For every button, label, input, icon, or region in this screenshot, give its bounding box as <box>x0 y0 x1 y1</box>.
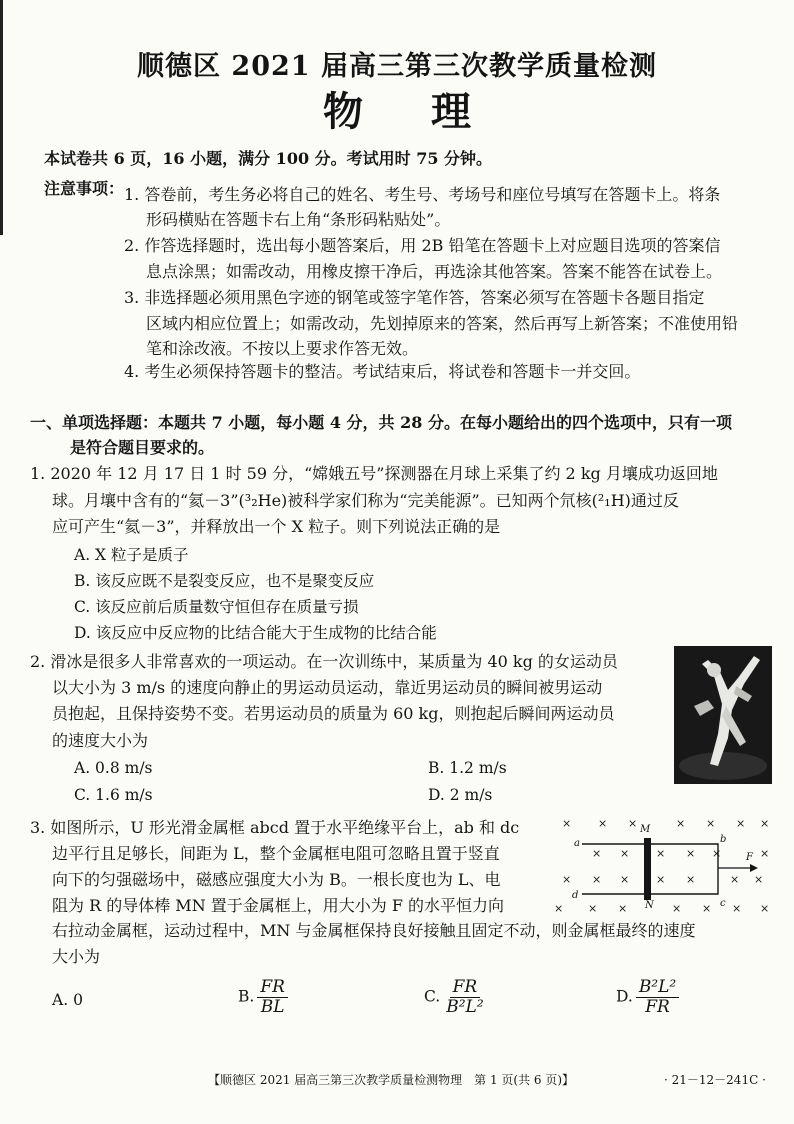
label-c: c <box>720 898 726 909</box>
q2-stem: 以大小为 3 m/s 的速度向静止的男运动员运动，靠近男运动员的瞬间被男运动 <box>52 678 603 697</box>
svg-text:×: × <box>732 902 742 915</box>
svg-text:×: × <box>588 902 598 915</box>
q2-option-c: C. 1.6 m/s <box>74 786 153 804</box>
svg-text:×: × <box>620 873 630 886</box>
notice-line: 3. 非选择题必须用黑色字迹的钢笔或签字笔作答，答案必须写在答题卡各题目指定 <box>124 288 705 307</box>
q3-stem: 大小为 <box>52 947 101 966</box>
q3-stem: 向下的匀强磁场中，磁感应强度大小为 B。一根长度也为 L、电 <box>52 870 501 889</box>
q2-option-b: B. 1.2 m/s <box>428 759 507 777</box>
q1-option-a: A. X 粒子是质子 <box>74 546 189 564</box>
label-a: a <box>574 838 580 849</box>
svg-text:×: × <box>754 873 764 886</box>
svg-text:×: × <box>592 847 602 860</box>
q3-option-d: D. $\frac{\text{B²L²}}{FR}$ <box>616 978 679 1017</box>
q1-option-b: B. 该反应既不是裂变反应，也不是聚变反应 <box>74 572 375 590</box>
svg-text:×: × <box>686 873 696 886</box>
notice-line: 息点涂黑；如需改动，用橡皮擦干净后，再选涂其他答案。答案不能答在试卷上。 <box>146 262 723 281</box>
fraction: $\frac{\text{B²L²}}{FR}$ <box>636 978 679 1017</box>
subject-title: 物理 <box>323 88 539 135</box>
notice-line: 笔和涂改液。不按以上要求作答无效。 <box>146 339 419 358</box>
svg-text:×: × <box>598 817 608 830</box>
svg-text:×: × <box>620 847 630 860</box>
svg-text:×: × <box>736 817 746 830</box>
q2-stem: 2. 滑冰是很多人非常喜欢的一项运动。在一次训练中，某质量为 40 kg 的女运动员 <box>30 652 618 671</box>
fraction: $\frac{FR}{BL}$ <box>257 978 288 1017</box>
q3-circuit-figure <box>548 812 778 916</box>
notice-line: 区域内相应位置上；如需改动，先划掉原来的答案，然后再写上新答案；不准使用铅 <box>146 314 739 333</box>
svg-text:×: × <box>656 847 666 860</box>
svg-text:×: × <box>554 902 564 915</box>
svg-text:×: × <box>562 817 572 830</box>
notice-line: 1. 答卷前，考生务必将自己的姓名、考生号、考场号和座位号填写在答题卡上。将条 <box>124 185 721 204</box>
q3-stem: 右拉动金属框，运动过程中，MN 与金属框保持良好接触且固定不动，则金属框最终的速度 <box>52 921 696 940</box>
q2-option-d: D. 2 m/s <box>428 786 493 804</box>
svg-text:×: × <box>628 817 638 830</box>
svg-text:×: × <box>702 902 712 915</box>
section-heading: 一、单项选择题：本题共 7 小题，每小题 4 分，共 28 分。在每小题给出的四个选项中，只有一项 <box>30 413 732 432</box>
q3-option-a: A. 0 <box>52 991 83 1009</box>
label-m: M <box>640 824 651 835</box>
q1-option-d: D. 该反应中反应物的比结合能大于生成物的比结合能 <box>74 624 437 642</box>
svg-text:×: × <box>760 902 770 915</box>
svg-text:×: × <box>592 873 602 886</box>
skaters-photo <box>674 646 772 784</box>
q3-stem: 边平行且足够长，间距为 L，整个金属框电阻可忽略且置于竖直 <box>52 844 500 863</box>
svg-text:×: × <box>672 902 682 915</box>
q1-stem: 应可产生“氦－3”，并释放出一个 X 粒子。则下列说法正确的是 <box>52 517 501 536</box>
label-n: N <box>645 900 654 911</box>
svg-text:×: × <box>656 873 666 886</box>
svg-text:×: × <box>706 817 716 830</box>
notice-label: 注意事项： <box>44 179 125 198</box>
page-footer: 【顺德区 2021 届高三第三次教学质量检测物理 第 1 页(共 6 页)】 <box>208 1073 575 1087</box>
q3-stem: 3. 如图所示，U 形光滑金属框 abcd 置于水平绝缘平台上，ab 和 dc <box>30 818 520 837</box>
magnetic-field-marks <box>554 817 769 915</box>
label-d: d <box>572 890 579 901</box>
page-code: · 21－12－241C · <box>664 1073 766 1087</box>
svg-text:×: × <box>686 847 696 860</box>
q2-stem: 的速度大小为 <box>52 731 149 750</box>
q1-option-c: C. 该反应前后质量数守恒但存在质量亏损 <box>74 598 359 616</box>
notice-line: 4. 考生必须保持答题卡的整洁。考试结束后，将试卷和答题卡一并交回。 <box>124 362 641 381</box>
label-f: F <box>746 852 753 863</box>
q1-stem: 球。月壤中含有的“氦－3”(³₂He)被科学家们称为“完美能源”。已知两个氘核(²₁H)通过反 <box>52 491 679 510</box>
q2-option-a: A. 0.8 m/s <box>74 759 153 777</box>
conductor-rod-mn <box>644 838 651 900</box>
svg-text:×: × <box>676 817 686 830</box>
notice-line: 2. 作答选择题时，选出每小题答案后，用 2B 铅笔在答题卡上对应题目选项的答案信 <box>124 236 721 255</box>
q3-option-b: B. $\frac{FR}{BL}$ <box>238 978 288 1017</box>
notice-line: 形码横贴在答题卡右上角“条形码粘贴处”。 <box>146 210 451 229</box>
svg-text:×: × <box>562 873 572 886</box>
label-b: b <box>720 834 727 845</box>
exam-info: 本试卷共 6 页，16 小题，满分 100 分。考试用时 75 分钟。 <box>44 149 493 168</box>
q2-stem: 员抱起，且保持姿势不变。若男运动员的质量为 60 kg，则抱起后瞬间两运动员 <box>52 704 615 723</box>
fraction: $\frac{FR}{\text{B²L²}}$ <box>446 977 484 1017</box>
svg-text:×: × <box>730 873 740 886</box>
section-heading: 是符合题目要求的。 <box>70 438 215 457</box>
svg-text:×: × <box>618 902 628 915</box>
svg-text:×: × <box>712 847 722 860</box>
q3-option-c: C. $\frac{FR}{\text{B²L²}}$ <box>424 978 487 1017</box>
exam-title: 顺德区 2021 届高三第三次教学质量检测 <box>137 51 657 82</box>
q3-stem: 阻为 R 的导体棒 MN 置于金属框上，用大小为 F 的水平恒力向 <box>52 896 505 915</box>
svg-text:×: × <box>760 817 770 830</box>
q1-stem: 1. 2020 年 12 月 17 日 1 时 59 分，“嫦娥五号”探测器在月球上采集了约 2 kg 月壤成功返回地 <box>30 464 718 483</box>
svg-text:×: × <box>760 847 770 860</box>
